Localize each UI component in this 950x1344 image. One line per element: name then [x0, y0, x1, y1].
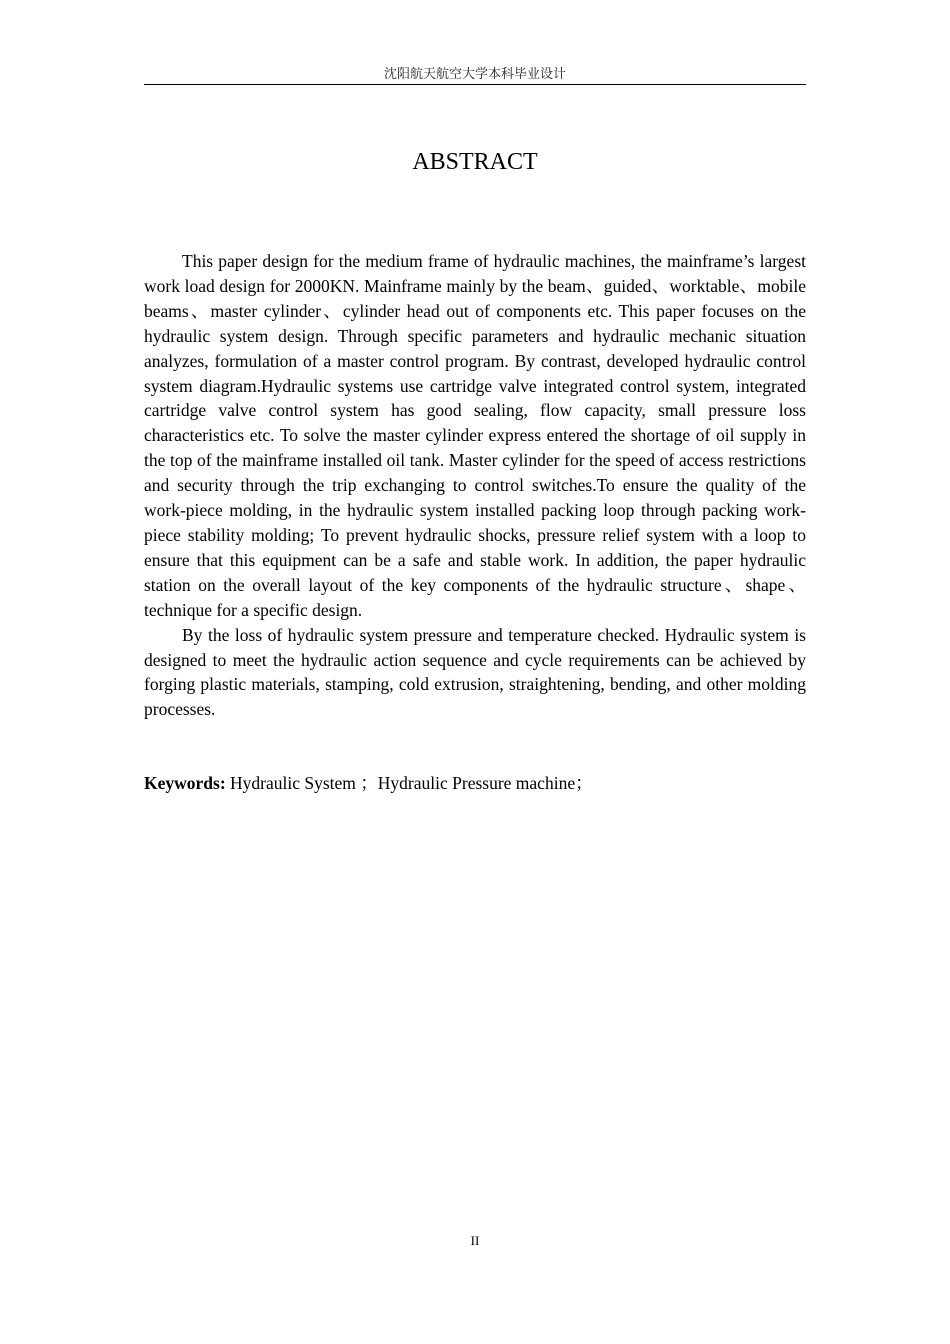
abstract-paragraph-2: By the loss of hydraulic system pressure and temperature checked. Hydraulic system is designed to meet the hydraulic action sequence and cycle requirements can be achieved by forging plastic materials, stamping, cold extrusion, straightening, bending, and other molding processes. — [144, 624, 806, 720]
keywords-line — [144, 771, 806, 796]
running-header: 沈阳航天航空大学本科毕业设计 — [144, 66, 806, 85]
abstract-paragraph-1: This paper design for the medium frame of hydraulic machines, the mainframe’s largest work load design for 2000KN. Mainframe mainly by the beam、guided、worktable、mobile beams、master cylinder、cylinder head out of components etc. This paper focuses on the hydraulic system design. Through specific parameters and hydraulic mechanic situation analyzes, formulation of a master control program. By contrast, developed hydraulic control system diagram.Hydraulic systems use cartridge valve integrated control system, integrated cartridge valve control system has good sealing, flow capacity, small pressure loss characteristics etc. To solve the master cylinder express entered the shortage of oil supply in the top of the mainframe installed oil tank. Master cylinder for the speed of access restrictions and security through the trip exchanging to control switches.To ensure the quality of the work-piece molding, in the hydraulic system installed packing loop through packing work-piece stability molding; To prevent hydraulic shocks, pressure relief system with a loop to ensure that this equipment can be a safe and stable work. In addition, the paper hydraulic station on the overall layout of the key components of the hydraulic structure、shape、technique for a specific design. — [144, 251, 806, 620]
page-number: II — [470, 1233, 480, 1248]
keywords-value: Hydraulic System ；Hydraulic Pressure machine； — [225, 773, 593, 793]
abstract-body — [144, 249, 806, 722]
keywords-label: Keywords: — [144, 773, 226, 793]
abstract-title: ABSTRACT — [412, 149, 538, 175]
